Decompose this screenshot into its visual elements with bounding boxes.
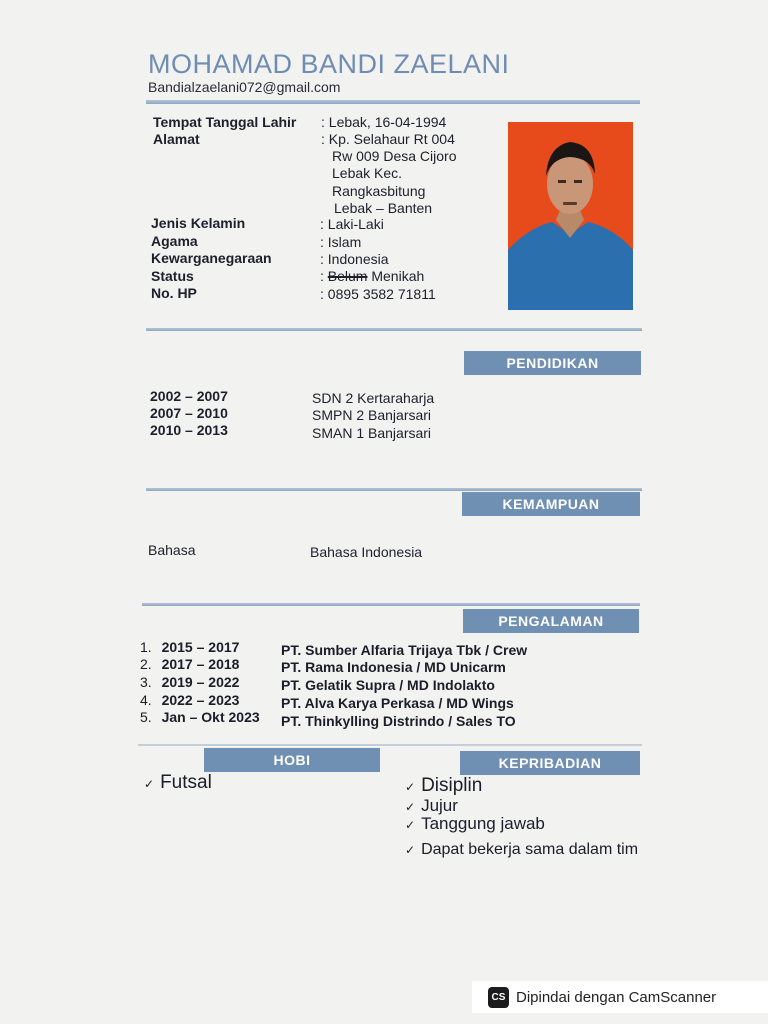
exp-no: 5. [140,709,152,725]
edu-years-1: 2002 – 2007 [150,388,228,404]
skill-value: Bahasa Indonesia [310,544,423,560]
status-struck-word: Belum [327,268,368,284]
exp-no: 3. [140,674,152,690]
hobi-text: Futsal [160,772,212,793]
exp-row-1 [140,639,239,655]
divider-2 [146,488,642,491]
section-hobi-title: HOBI [204,748,380,772]
exp-company-4: PT. Alva Karya Perkasa / MD Wings [281,695,514,711]
hp-label: No. HP [151,285,197,301]
jk-value: : Laki-Laki [320,216,384,232]
camscanner-logo-icon: CS [488,987,509,1008]
status-label: Status [151,268,194,284]
kepribadian-item-2 [405,796,458,816]
exp-company-5: PT. Thinkylling Distrindo / Sales TO [281,713,516,729]
exp-period: 2015 – 2017 [161,639,240,655]
exp-row-5 [140,709,260,725]
check-icon: ✓ [405,843,416,857]
edu-school-2: SMPN 2 Banjarsari [312,407,432,423]
ttl-value: : Lebak, 16-04-1994 [321,114,447,130]
kepribadian-item-4 [405,841,638,859]
exp-row-3 [140,674,239,690]
exp-period: 2022 – 2023 [161,692,240,708]
skill-label: Bahasa [148,542,196,558]
alamat-line-2: Rw 009 Desa Cijoro [332,148,457,164]
exp-period: 2017 – 2018 [161,656,240,672]
check-icon: ✓ [405,800,416,814]
exp-period: Jan – Okt 2023 [161,709,260,725]
alamat-line-1: : Kp. Selahaur Rt 004 [321,131,455,147]
divider-3 [142,603,640,606]
exp-no: 4. [140,692,152,708]
section-pendidikan-title: PENDIDIKAN [464,351,641,375]
exp-company-3: PT. Gelatik Supra / MD Indolakto [281,677,495,693]
warga-label: Kewarganegaraan [151,250,272,266]
check-icon: ✓ [405,780,416,794]
check-icon: ✓ [405,818,416,832]
exp-period: 2019 – 2022 [161,674,240,690]
divider-1 [146,328,642,331]
alamat-line-4: Rangkasbitung [332,183,426,199]
edu-school-1: SDN 2 Kertaraharja [312,390,435,406]
hobi-item [144,772,212,794]
cv-name: MOHAMAD BANDI ZAELANI [148,49,510,79]
alamat-line-3: Lebak Kec. [332,165,403,181]
profile-photo [508,122,633,310]
status-text: Menikah [371,268,425,284]
status-value [320,268,424,284]
camscanner-watermark [472,981,768,1013]
exp-no: 1. [140,639,152,655]
section-pengalaman-title: PENGALAMAN [463,609,639,633]
exp-company-2: PT. Rama Indonesia / MD Unicarm [281,659,506,675]
kepribadian-item-3 [405,814,545,834]
edu-years-2: 2007 – 2010 [150,405,228,421]
jk-label: Jenis Kelamin [151,215,246,231]
status-prefix: : [320,268,328,284]
edu-years-3: 2010 – 2013 [150,422,228,438]
portrait-icon [508,122,633,310]
warga-value: : Indonesia [320,251,389,267]
alamat-line-5: Lebak – Banten [334,200,433,216]
alamat-label: Alamat [153,131,200,147]
kepribadian-text: Tanggung jawab [421,814,545,833]
kepribadian-text: Disiplin [421,775,483,796]
header-divider [146,100,640,104]
exp-company-1: PT. Sumber Alfaria Trijaya Tbk / Crew [281,642,528,658]
agama-label: Agama [151,233,198,249]
edu-school-3: SMAN 1 Banjarsari [312,425,432,441]
check-icon: ✓ [144,777,155,791]
camscanner-text: Dipindai dengan CamScanner [516,988,717,1006]
section-kemampuan-title: KEMAMPUAN [462,492,640,516]
kepribadian-text: Dapat bekerja sama dalam tim [421,841,639,858]
cv-email: Bandialzaelani072@gmail.com [148,79,341,95]
kepribadian-item-1 [405,775,482,797]
section-kepribadian-title: KEPRIBADIAN [460,751,640,775]
exp-no: 2. [140,656,152,672]
kepribadian-text: Jujur [421,796,458,815]
agama-value: : Islam [320,234,362,250]
hp-value: : 0895 3582 71811 [320,286,436,302]
ttl-label: Tempat Tanggal Lahir [153,114,297,130]
exp-row-2 [140,656,239,672]
divider-4 [138,744,642,746]
exp-row-4 [140,692,239,708]
